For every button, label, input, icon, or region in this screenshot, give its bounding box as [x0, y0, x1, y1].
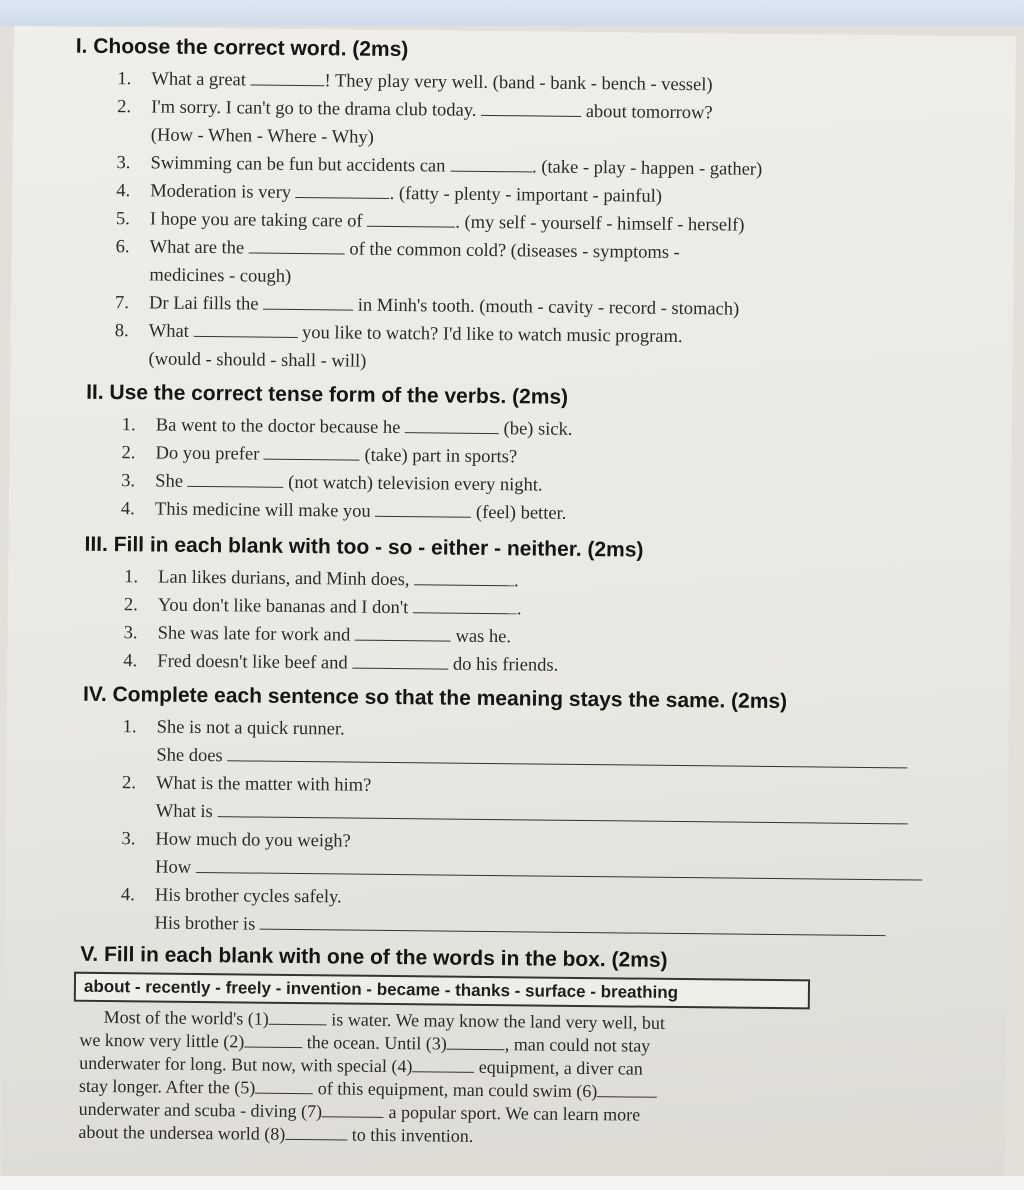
question-text: Dr Lai fills the [148, 293, 259, 315]
passage-text: the ocean. Until (3) [306, 1032, 447, 1054]
p4-rewrite-4 [154, 914, 886, 943]
question-number: 3. [121, 829, 136, 850]
question-text: What are the [149, 237, 245, 259]
p1-question-6 [116, 237, 680, 264]
worksheet-page [2, 26, 1016, 1186]
passage-blank-3[interactable] [447, 1035, 505, 1051]
passage-text: underwater and scuba - diving (7) [78, 1098, 323, 1122]
question-options: . (my self - yourself - himself - herself) [455, 212, 745, 236]
question-number: 8. [114, 321, 129, 342]
p4-question-3 [121, 829, 350, 852]
section-2-heading: II. Use the correct tense form of the verbs. (2ms) [86, 380, 569, 409]
p4-rewrite-3 [155, 858, 922, 887]
answer-blank[interactable] [413, 598, 517, 614]
question-text: She is not a quick runner. [156, 717, 345, 740]
verb-hint: (take) part in sports? [364, 445, 518, 468]
answer-blank[interactable] [263, 295, 353, 311]
question-options: . (fatty - plenty - important - painful) [389, 183, 663, 207]
question-number: 3. [123, 623, 138, 644]
passage-blank-5[interactable] [255, 1079, 313, 1095]
question-text: She [155, 471, 184, 492]
question-number: 2. [121, 773, 137, 794]
section-4-heading: IV. Complete each sentence so that the meaning stays the same. (2ms) [82, 682, 788, 714]
passage-text: stay longer. After the (5) [78, 1075, 256, 1098]
passage-text: is water. We may know the land very well, but [331, 1009, 666, 1033]
answer-blank[interactable] [249, 238, 345, 254]
passage-blank-1[interactable] [269, 1010, 327, 1026]
p1-question-2 [117, 97, 713, 124]
answer-blank[interactable] [367, 212, 455, 228]
passage-text: equipment, a diver can [478, 1056, 643, 1079]
question-number: 3. [121, 471, 136, 492]
question-number: 6. [115, 237, 130, 258]
passage-text: underwater for long. But now, with special (4) [79, 1052, 413, 1077]
question-number: 4. [123, 651, 138, 672]
question-text-end: you like to watch? I'd like to watch music program. [302, 323, 683, 348]
question-text: You don't like bananas and I don't [157, 595, 409, 619]
section-3-heading: III. Fill in each blank with too - so - either - neither. (2ms) [84, 532, 644, 562]
passage-text: of this equipment, man could swim (6) [317, 1078, 598, 1102]
p2-question-3 [121, 471, 543, 496]
question-options: . (take - play - happen - gather) [531, 157, 763, 180]
p1-question-1 [117, 69, 712, 96]
passage-text: we know very little (2) [79, 1029, 245, 1052]
p1-question-2-options: (How - When - Where - Why) [150, 125, 374, 148]
question-number: 1. [124, 567, 139, 588]
answer-blank[interactable] [188, 472, 284, 488]
rewrite-line[interactable] [217, 802, 907, 824]
question-number: 2. [117, 97, 132, 118]
question-text: Lan likes durians, and Minh does, [158, 567, 410, 591]
p1-question-5 [116, 209, 745, 237]
question-text: I'm sorry. I can't go to the drama club today. [151, 97, 477, 121]
question-options: of the common cold? (diseases - symptoms - [349, 239, 680, 263]
p3-question-2 [124, 595, 522, 620]
answer-blank[interactable] [414, 570, 514, 586]
p1-question-3 [116, 153, 762, 181]
passage-line-1 [104, 1007, 666, 1034]
passage-text: , man could not stay [504, 1034, 651, 1056]
question-text: This medicine will make you [154, 499, 371, 522]
question-number: 5. [115, 209, 130, 230]
p4-question-1 [123, 717, 345, 740]
p1-question-6-options: medicines - cough) [149, 265, 292, 287]
question-number: 3. [116, 153, 131, 174]
passage-line-6 [78, 1122, 473, 1147]
question-number: 2. [121, 443, 136, 464]
question-number: 7. [114, 293, 130, 314]
passage-text: Most of the world's (1) [103, 1006, 269, 1029]
answer-blank[interactable] [450, 157, 532, 173]
passage-blank-4[interactable] [412, 1057, 474, 1073]
bottom-bar [0, 1176, 1024, 1190]
p1-question-4 [116, 181, 662, 208]
answer-blank[interactable] [296, 183, 390, 199]
passage-text: a popular sport. We can learn more [388, 1101, 641, 1125]
rewrite-prompt: She does [156, 745, 223, 767]
question-number: 1. [121, 415, 136, 436]
question-options: ! They play very well. (band - bank - bench - vessel) [324, 71, 713, 96]
question-text: What is the matter with him? [155, 773, 372, 796]
question-end: do his friends. [452, 654, 559, 676]
question-number: 4. [116, 181, 131, 202]
question-end: was he. [455, 626, 512, 648]
question-number: 2. [123, 595, 138, 616]
question-text: Fred doesn't like beef and [157, 651, 348, 674]
passage-blank-6[interactable] [597, 1082, 657, 1098]
question-text: Do you prefer [155, 443, 260, 465]
question-end: . [513, 571, 519, 592]
question-number: 4. [120, 885, 135, 906]
answer-blank[interactable] [405, 418, 499, 434]
answer-blank[interactable] [355, 626, 451, 642]
question-text: Swimming can be fun but accidents can [150, 153, 446, 177]
p3-question-4 [123, 651, 558, 677]
verb-hint: (feel) better. [475, 502, 567, 524]
question-text: Moderation is very [150, 181, 292, 203]
question-text: What [148, 321, 189, 342]
p2-question-1 [122, 415, 573, 441]
p3-question-3 [124, 623, 512, 648]
p1-question-8-options: (would - should - shall - will) [148, 349, 367, 372]
p2-question-2 [121, 443, 517, 468]
question-number: 1. [122, 717, 137, 738]
question-text: How much do you weigh? [155, 829, 351, 852]
verb-hint: (not watch) television every night. [288, 472, 543, 496]
question-text: His brother cycles safely. [154, 885, 342, 908]
p2-question-4 [121, 499, 567, 525]
answer-blank[interactable] [251, 70, 325, 86]
window-top-bar [0, 0, 1024, 26]
answer-blank[interactable] [375, 502, 471, 518]
question-options: in Minh's tooth. (mouth - cavity - record - stomach) [357, 295, 740, 320]
answer-blank[interactable] [352, 654, 448, 670]
rewrite-line[interactable] [227, 746, 907, 768]
rewrite-line[interactable] [196, 858, 922, 881]
passage-blank-8[interactable] [285, 1125, 347, 1141]
p3-question-1 [124, 567, 519, 592]
question-text: She was late for work and [157, 623, 351, 646]
passage-blank-7[interactable] [322, 1102, 384, 1118]
rewrite-prompt: How [155, 857, 192, 878]
p4-rewrite-2 [156, 802, 908, 831]
question-text-end: about tomorrow? [585, 101, 713, 124]
passage-text: to this invention. [351, 1124, 474, 1146]
question-number: 1. [117, 69, 132, 90]
p4-question-2 [122, 773, 371, 797]
p4-question-4 [121, 885, 342, 908]
rewrite-prompt: His brother is [154, 913, 256, 935]
section-5-heading: V. Fill in each blank with one of the words in the box. (2ms) [80, 942, 668, 972]
answer-blank[interactable] [481, 101, 581, 117]
question-text: Ba went to the doctor because he [155, 415, 401, 439]
passage-line-3 [79, 1053, 643, 1080]
rewrite-prompt: What is [155, 801, 213, 823]
rewrite-line[interactable] [260, 915, 886, 937]
p1-question-7 [115, 293, 739, 321]
question-number: 4. [120, 499, 135, 520]
passage-text: about the undersea world (8) [78, 1121, 286, 1144]
answer-blank[interactable] [264, 445, 360, 461]
question-end: . [516, 599, 522, 620]
p4-rewrite-1 [156, 746, 907, 775]
word-box: about - recently - freely - invention - became - thanks - surface - breathing [74, 972, 810, 1010]
section-1-heading: I. Choose the correct word. (2ms) [75, 34, 409, 62]
p1-question-8 [115, 321, 683, 348]
question-text: I hope you are taking care of [149, 209, 363, 232]
verb-hint: (be) sick. [503, 419, 573, 440]
passage-line-5 [79, 1099, 641, 1126]
passage-blank-2[interactable] [244, 1032, 302, 1048]
answer-blank[interactable] [193, 322, 297, 338]
question-text: What a great [151, 69, 247, 91]
